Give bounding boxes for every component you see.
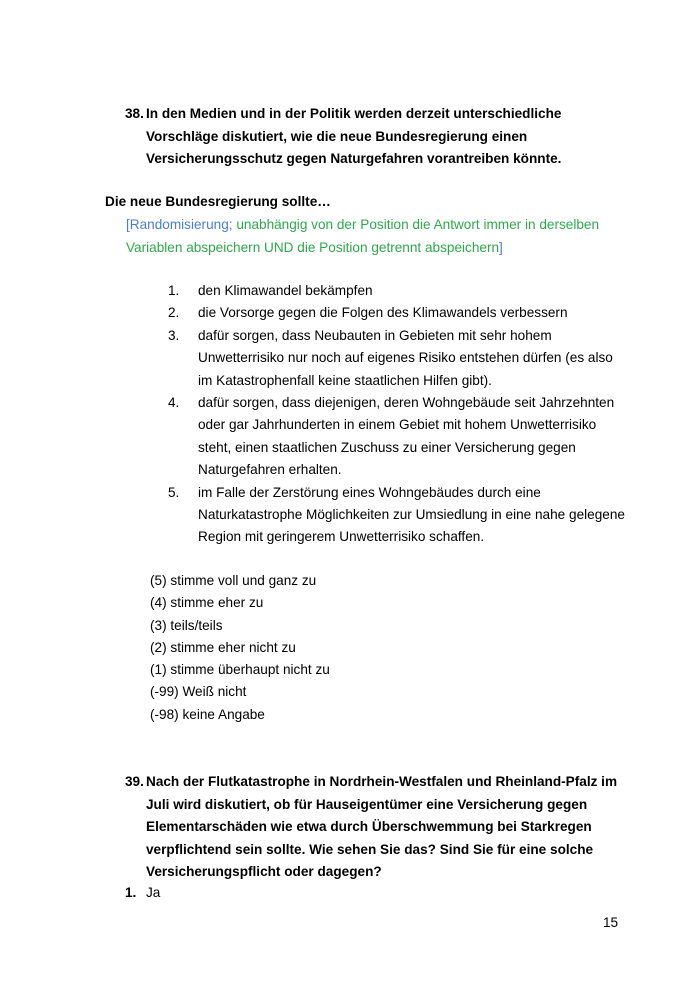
question-39-text: Nach der Flutkatastrophe in Nordrhein-Westfalen und Rheinland-Pfalz im Juli wird diskutiert, ob für Hauseigentümer eine Versicherung gegen Elementarschäden wie etwa durch Überschwemmung bei Starkregen verpflichtend sein sollte. Wie sehen Sie das? Sind Sie für eine solche Versicherungspflicht oder dagegen? <box>146 774 618 879</box>
note-open-bracket: [ <box>126 217 130 232</box>
question-38-number: 38. <box>125 106 144 121</box>
list-item <box>168 482 628 549</box>
answer-text: Ja <box>146 885 161 900</box>
note-randomization: Randomisierung; <box>129 217 233 232</box>
list-item <box>168 392 628 482</box>
list-item <box>168 302 628 324</box>
list-item <box>168 325 628 392</box>
scale-option: (-99) Weiß nicht <box>150 684 247 700</box>
response-scale <box>150 570 330 726</box>
answer-number: 1. <box>125 885 137 900</box>
item-number: 1. <box>168 283 180 298</box>
item-text: dafür sorgen, dass Neubauten in Gebieten mit sehr hohem Unwetterrisiko nur noch auf eigenes Risiko entstehen dürfen (es also im Katastrophenfall keine staatlichen Hilfen gibt). <box>198 327 613 388</box>
question-39-number: 39. <box>125 774 144 789</box>
question-38-text: In den Medien und in der Politik werden derzeit unterschiedliche Vorschläge diskutiert, wie die neue Bundesregierung einen Versicherungsschutz gegen Naturgefahren vorantreiben könnte. <box>146 106 562 166</box>
scale-option: (-98) keine Angabe <box>150 706 265 722</box>
question-lead-in: Die neue Bundesregierung sollte… <box>105 194 331 209</box>
item-text: im Falle der Zerstörung eines Wohngebäudes durch eine Naturkatastrophe Möglichkeiten zur Umsiedlung in eine nahe gelegene Region mit geringerem Unwetterrisiko schaffen. <box>198 484 625 545</box>
item-text: dafür sorgen, dass diejenigen, deren Wohngebäude seit Jahrzehnten oder gar Jahrhunderten in einem Gebiet mit hohem Unwetterrisiko steht, einen staatlichen Zuschuss zu einer Versicherung gegen Naturgefahren erhalten. <box>198 395 615 478</box>
scale-option: (1) stimme überhaupt nicht zu <box>150 662 330 678</box>
scale-option: (2) stimme eher nicht zu <box>150 639 296 655</box>
question-39 <box>125 771 625 884</box>
note-instruction: unabhängig von der Position die Antwort immer in derselben Variablen abspeichern UND die Position getrennt abspeichern <box>126 217 600 255</box>
item-number: 4. <box>168 395 180 411</box>
scale-option: (3) teils/teils <box>150 617 223 633</box>
item-text: die Vorsorge gegen die Folgen des Klimawandels verbessern <box>198 305 568 321</box>
answer-option <box>125 882 160 904</box>
scale-option: (5) stimme voll und ganz zu <box>150 573 317 588</box>
page-number: 15 <box>603 915 619 930</box>
scale-option: (4) stimme eher zu <box>150 595 264 611</box>
list-item <box>168 280 628 302</box>
statement-list <box>168 280 628 549</box>
item-number: 3. <box>168 327 180 343</box>
item-text: den Klimawandel bekämpfen <box>198 283 373 298</box>
item-number: 2. <box>168 305 180 321</box>
question-38 <box>125 103 625 171</box>
item-number: 5. <box>168 484 180 500</box>
randomization-note <box>126 214 606 259</box>
note-close-bracket: ] <box>499 239 503 255</box>
